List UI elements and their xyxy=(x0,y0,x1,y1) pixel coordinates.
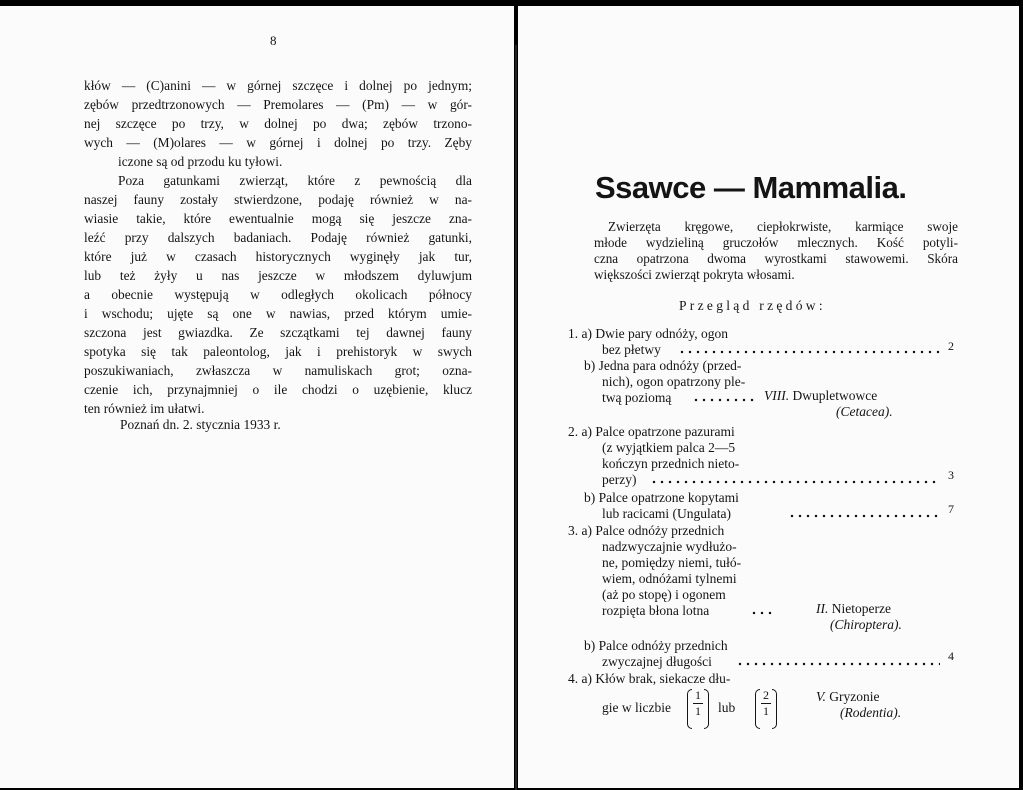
key-line: b) Jedna para odnóży (przed- xyxy=(584,358,742,373)
order-number: II. xyxy=(816,601,829,616)
key-line: rozpięta błona lotna xyxy=(602,603,710,618)
text-line: iczone są od przodu ku tyłowi. xyxy=(118,154,283,169)
incisor-formula-2 xyxy=(756,689,776,729)
key-line: b) Palce odnóży przednich xyxy=(584,638,728,653)
order-latin-name: (Cetacea). xyxy=(836,404,893,419)
key-ref-number: 7 xyxy=(948,502,954,516)
gutter-line xyxy=(515,45,517,790)
order-polish-name: Gryzonie xyxy=(829,689,880,704)
section-heading: Ssawce — Mammalia. xyxy=(595,170,907,205)
leader-dots xyxy=(692,398,758,402)
text-line: Poza gatunkami zwierząt, które z pewnością dla xyxy=(118,173,472,188)
key-line: 1. a) Dwie pary odnóży, ogon xyxy=(568,326,728,341)
key-line: (z wyjątkiem palca 2—5 xyxy=(602,440,736,455)
text-line: lub też żyły u nas jeszcze w młodszem dyluwjum xyxy=(84,268,472,283)
key-line: (aż po stopę) i ogonem xyxy=(602,587,726,602)
text-line: leźć przy dalszych badaniach. Podaję również gatunki, xyxy=(84,230,472,245)
order-name xyxy=(764,388,877,404)
key-line: lub xyxy=(718,700,736,715)
signature-line: Poznań dn. 2. stycznia 1933 r. xyxy=(120,417,281,432)
text-line: kłów — (C)anini — w górnej szczęce i dolnej po jednym; xyxy=(84,78,472,93)
key-line: gie w liczbie xyxy=(602,700,671,715)
text-line: spotyka się tak paleontolog, jak i prehistoryk w swych xyxy=(84,344,472,359)
leader-dots xyxy=(650,480,940,484)
text-line: wiasie takie, które ewentualnie mogą się jeszcze zna- xyxy=(84,211,472,226)
intro-line: Zwierzęta kręgowe, ciepłokrwiste, karmiące swoje xyxy=(608,219,958,234)
formula-numerator: 1 xyxy=(695,688,701,702)
key-line: bez płetwy xyxy=(602,342,661,357)
leader-dots xyxy=(678,350,940,354)
order-latin-name: (Chiroptera). xyxy=(830,617,902,632)
intro-line: większości zwierząt pokryta włosami. xyxy=(594,267,795,282)
key-ref-number: 4 xyxy=(948,649,954,663)
text-line: nej szczęce po trzy, w dolnej po dwa; zębów trzono- xyxy=(84,116,472,131)
order-latin-name: (Rodentia). xyxy=(840,705,902,720)
order-number: VIII. xyxy=(764,388,790,403)
order-polish-name: Dwupletwowce xyxy=(792,388,878,403)
key-line: wiem, odnóżami tylnemi xyxy=(602,571,737,586)
text-line: i wschodu; ujęte są one w nawias, przed którym umie- xyxy=(84,306,472,321)
leader-dots xyxy=(750,611,776,615)
formula-denominator: 1 xyxy=(695,704,701,718)
order-polish-name: Nietoperze xyxy=(831,601,891,616)
formula-numerator: 2 xyxy=(763,688,769,702)
text-line: czenie ich, przynajmniej o ile chodzi o uzębienie, klucz xyxy=(84,382,472,397)
key-line: kończyn przednich nieto- xyxy=(602,456,740,471)
right-page xyxy=(518,6,1019,788)
key-line: ne, pomiędzy niemi, tułó- xyxy=(602,555,742,570)
leader-dots xyxy=(736,662,940,666)
text-line: poszukiwaniach, zwłaszcza w namuliskach grot; ozna- xyxy=(84,363,472,378)
key-line: twą poziomą xyxy=(602,390,672,405)
key-line: lub racicami (Ungulata) xyxy=(602,506,731,521)
key-line: 3. a) Palce odnóży przednich xyxy=(568,523,725,538)
key-ref-number: 2 xyxy=(948,339,954,353)
key-line: perzy) xyxy=(602,472,637,487)
text-line: ten również im ułatwi. xyxy=(84,401,205,416)
formula-denominator: 1 xyxy=(763,704,769,718)
text-line: a obecnie występują w odległych okolicach północy xyxy=(84,287,472,302)
left-page xyxy=(0,6,514,788)
incisor-formula-1 xyxy=(688,689,708,729)
key-subtitle: Przegląd rzędów: xyxy=(679,298,826,313)
key-line: nadzwyczajnie wydłużo- xyxy=(602,539,737,554)
key-ref-number: 3 xyxy=(948,468,954,482)
order-name xyxy=(816,601,891,617)
intro-line: czna opatrzona dwoma wyrostkami stawowemi. Skóra xyxy=(594,251,958,266)
text-line: szczona jest gwiazdka. Ze szczątkami tej dawnej fauny xyxy=(84,325,472,340)
text-line: naszej fauny zostały stwierdzone, podaję również w na- xyxy=(84,192,472,207)
page-number: 8 xyxy=(270,33,277,48)
key-line: zwyczajnej długości xyxy=(602,654,712,669)
key-line: 2. a) Palce opatrzone pazurami xyxy=(568,424,735,439)
order-number: V. xyxy=(816,689,826,704)
text-line: wych — (M)olares — w górnej i dolnej po trzy. Zęby xyxy=(84,135,472,150)
text-line: zębów przedtrzonowych — Premolares — (Pm) — w gór- xyxy=(84,97,472,112)
key-line: b) Palce opatrzone kopytami xyxy=(584,490,739,505)
key-line: nich), ogon opatrzony ple- xyxy=(602,374,746,389)
intro-line: młode wydzieliną gruczołów mlecznych. Kość potyli- xyxy=(594,235,958,250)
key-line: 4. a) Kłów brak, siekacze dłu- xyxy=(568,671,731,686)
leader-dots xyxy=(788,514,940,518)
order-name xyxy=(816,689,880,705)
text-line: które już w czasach historycznych wyginęły jak tur, xyxy=(84,249,472,264)
